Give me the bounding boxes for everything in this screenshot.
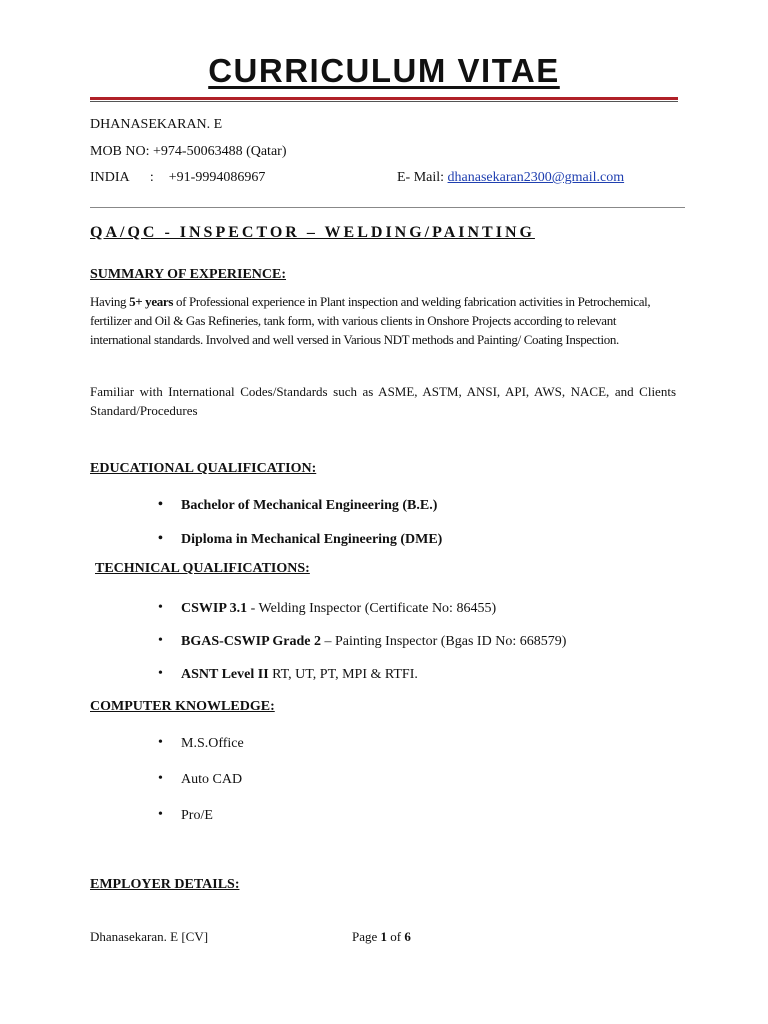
- india-separator: :: [149, 170, 154, 185]
- title-rule-dark: [90, 101, 678, 102]
- page-total: 6: [404, 929, 411, 944]
- candidate-name: DHANASEKARAN. E: [90, 117, 223, 132]
- india-phone-row: [90, 170, 265, 186]
- bullet-dot: •: [158, 771, 163, 786]
- computer-item: • Pro/E: [158, 807, 213, 823]
- employer-heading: EMPLOYER DETAILS:: [90, 877, 240, 892]
- email-row: [397, 170, 624, 186]
- title-rule-red: [90, 97, 678, 100]
- bullet-dot: •: [158, 666, 163, 681]
- bullet-dot: •: [158, 531, 163, 546]
- technical-heading: TECHNICAL QUALIFICATIONS:: [95, 561, 310, 576]
- computer-heading: COMPUTER KNOWLEDGE:: [90, 699, 275, 714]
- page-label: Page: [352, 929, 378, 944]
- india-phone: +91-9994086967: [168, 170, 266, 185]
- india-label: INDIA: [90, 170, 129, 185]
- mobile-number: MOB NO: +974-50063488 (Qatar): [90, 144, 287, 159]
- email-link[interactable]: dhanasekaran2300@gmail.com: [447, 170, 625, 185]
- document-title: CURRICULUM VITAE: [208, 52, 560, 89]
- contact-divider: [90, 207, 685, 208]
- bullet-dot: •: [158, 497, 163, 512]
- education-heading: EDUCATIONAL QUALIFICATION:: [90, 461, 317, 476]
- email-label: E- Mail:: [397, 170, 445, 185]
- page-of: of: [390, 929, 402, 944]
- education-item: • Diploma in Mechanical Engineering (DME): [158, 531, 443, 547]
- computer-item: • M.S.Office: [158, 735, 244, 751]
- summary-paragraph-2: Familiar with International Codes/Standards such as ASME, ASTM, ANSI, API, AWS, NACE, and Clients Standard/Procedures: [90, 384, 676, 418]
- summary-p1-years: 5+ years: [129, 294, 174, 309]
- bullet-dot: •: [158, 633, 163, 648]
- footer-page-number: [352, 929, 411, 945]
- technical-item: • CSWIP 3.1 - Welding Inspector (Certificate No: 86455): [158, 600, 497, 616]
- computer-item: • Auto CAD: [158, 771, 243, 787]
- bullet-dot: •: [158, 600, 163, 615]
- summary-p1-rest: of Professional experience in Plant inspection and welding fabrication activities in Petrochemical, fertilizer and Oil & Gas Refineries, tank form, with various clients in Onshore Projects according to relevant international standards. Involved and well versed in Various NDT methods and Painting/ Coating Inspection.: [90, 294, 651, 347]
- page-current: 1: [380, 929, 388, 944]
- footer-author: Dhanasekaran. E [CV]: [90, 929, 209, 944]
- technical-item: • ASNT Level II RT, UT, PT, MPI & RTFI.: [158, 666, 418, 682]
- summary-heading: SUMMARY OF EXPERIENCE:: [90, 267, 287, 282]
- summary-p1-prefix: Having: [90, 294, 127, 309]
- summary-paragraph-1: [90, 292, 676, 349]
- technical-item: • BGAS-CSWIP Grade 2 – Painting Inspector (Bgas ID No: 668579): [158, 633, 567, 649]
- role-title: QA/QC - INSPECTOR – WELDING/PAINTING: [90, 224, 535, 241]
- bullet-dot: •: [158, 735, 163, 750]
- bullet-dot: •: [158, 807, 163, 822]
- education-item: • Bachelor of Mechanical Engineering (B.E.): [158, 497, 438, 513]
